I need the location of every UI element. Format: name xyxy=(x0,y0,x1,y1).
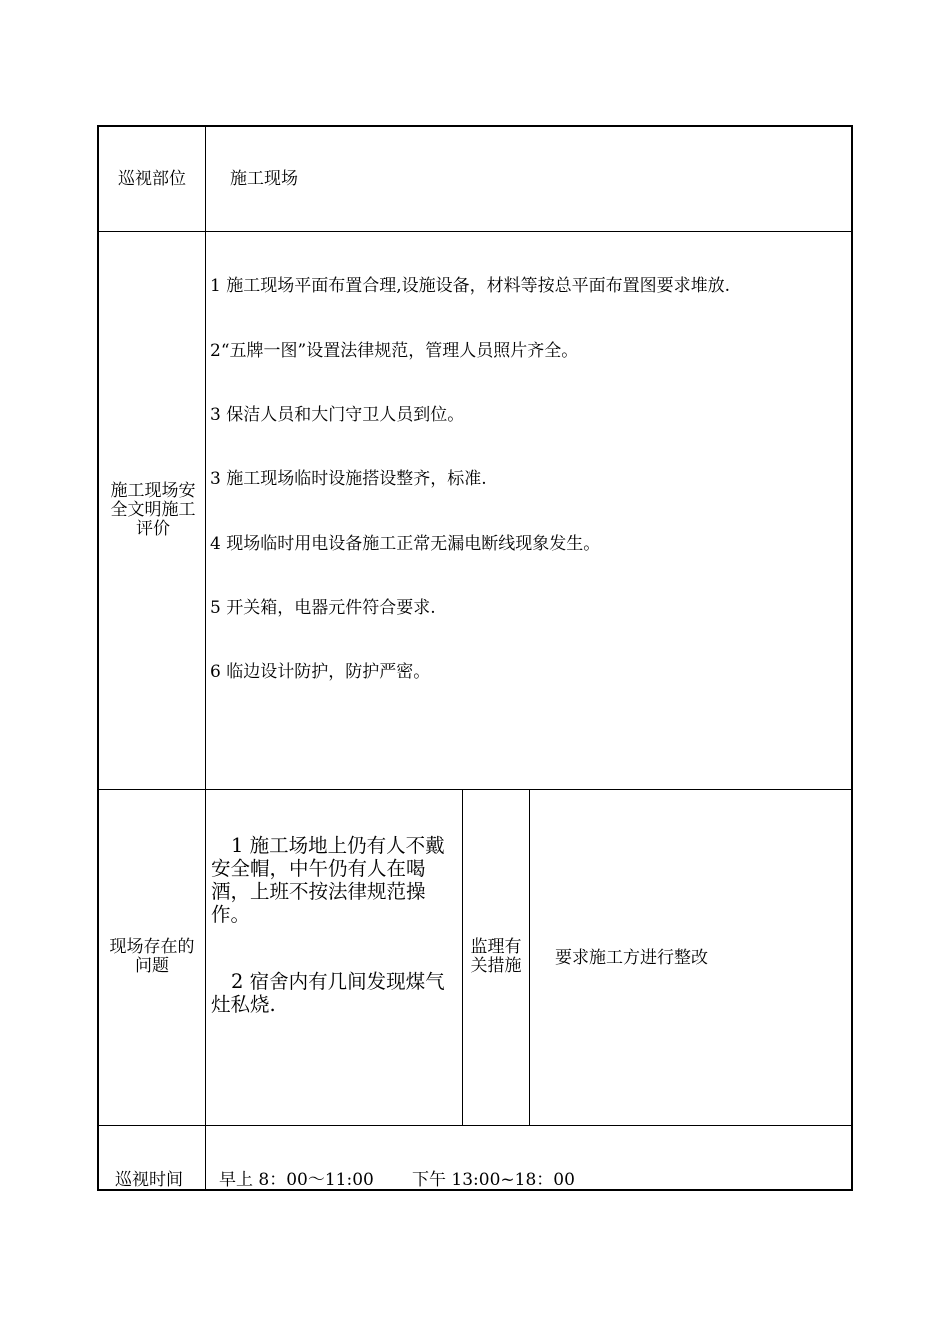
problem-item: 1 施工场地上仍有人不戴安全帽，中午仍有人在喝酒，上班不按法律规范操作。 xyxy=(211,834,445,926)
evaluation-label: 施工现场安全文明施工评价 xyxy=(110,480,196,539)
column-divider xyxy=(529,789,530,1125)
evaluation-item: 1 施工现场平面布置合理,设施设备，材料等按总平面布置图要求堆放. xyxy=(210,276,731,296)
column-divider xyxy=(462,789,463,1125)
measures-label: 监理有关措施 xyxy=(470,937,522,976)
evaluation-item: 3 施工现场临时设施搭设整齐，标准. xyxy=(210,469,487,489)
inspection-table xyxy=(97,125,853,1191)
row-divider xyxy=(99,1125,851,1126)
evaluation-item: 5 开关箱，电器元件符合要求. xyxy=(210,598,436,618)
patrol-time-afternoon: 下午 13:00~18：00 xyxy=(412,1170,575,1190)
patrol-area-value: 施工现场 xyxy=(230,169,298,189)
row-divider xyxy=(99,231,851,232)
problem-item: 2 宿舍内有几间发现煤气灶私烧. xyxy=(211,970,445,1016)
evaluation-item: 6 临边设计防护，防护严密。 xyxy=(210,662,431,682)
measures-value: 要求施工方进行整改 xyxy=(555,948,708,968)
evaluation-item: 2“五牌一图”设置法律规范，管理人员照片齐全。 xyxy=(210,341,579,361)
column-divider xyxy=(205,127,206,1189)
problems-label: 现场存在的问题 xyxy=(109,937,195,976)
evaluation-item: 3 保洁人员和大门守卫人员到位。 xyxy=(210,405,465,425)
evaluation-item: 4 现场临时用电设备施工正常无漏电断线现象发生。 xyxy=(210,534,601,554)
patrol-area-label: 巡视部位 xyxy=(118,168,186,189)
patrol-time-label: 巡视时间 xyxy=(115,1170,183,1190)
patrol-time-morning: 早上 8：00～11:00 xyxy=(219,1170,374,1190)
